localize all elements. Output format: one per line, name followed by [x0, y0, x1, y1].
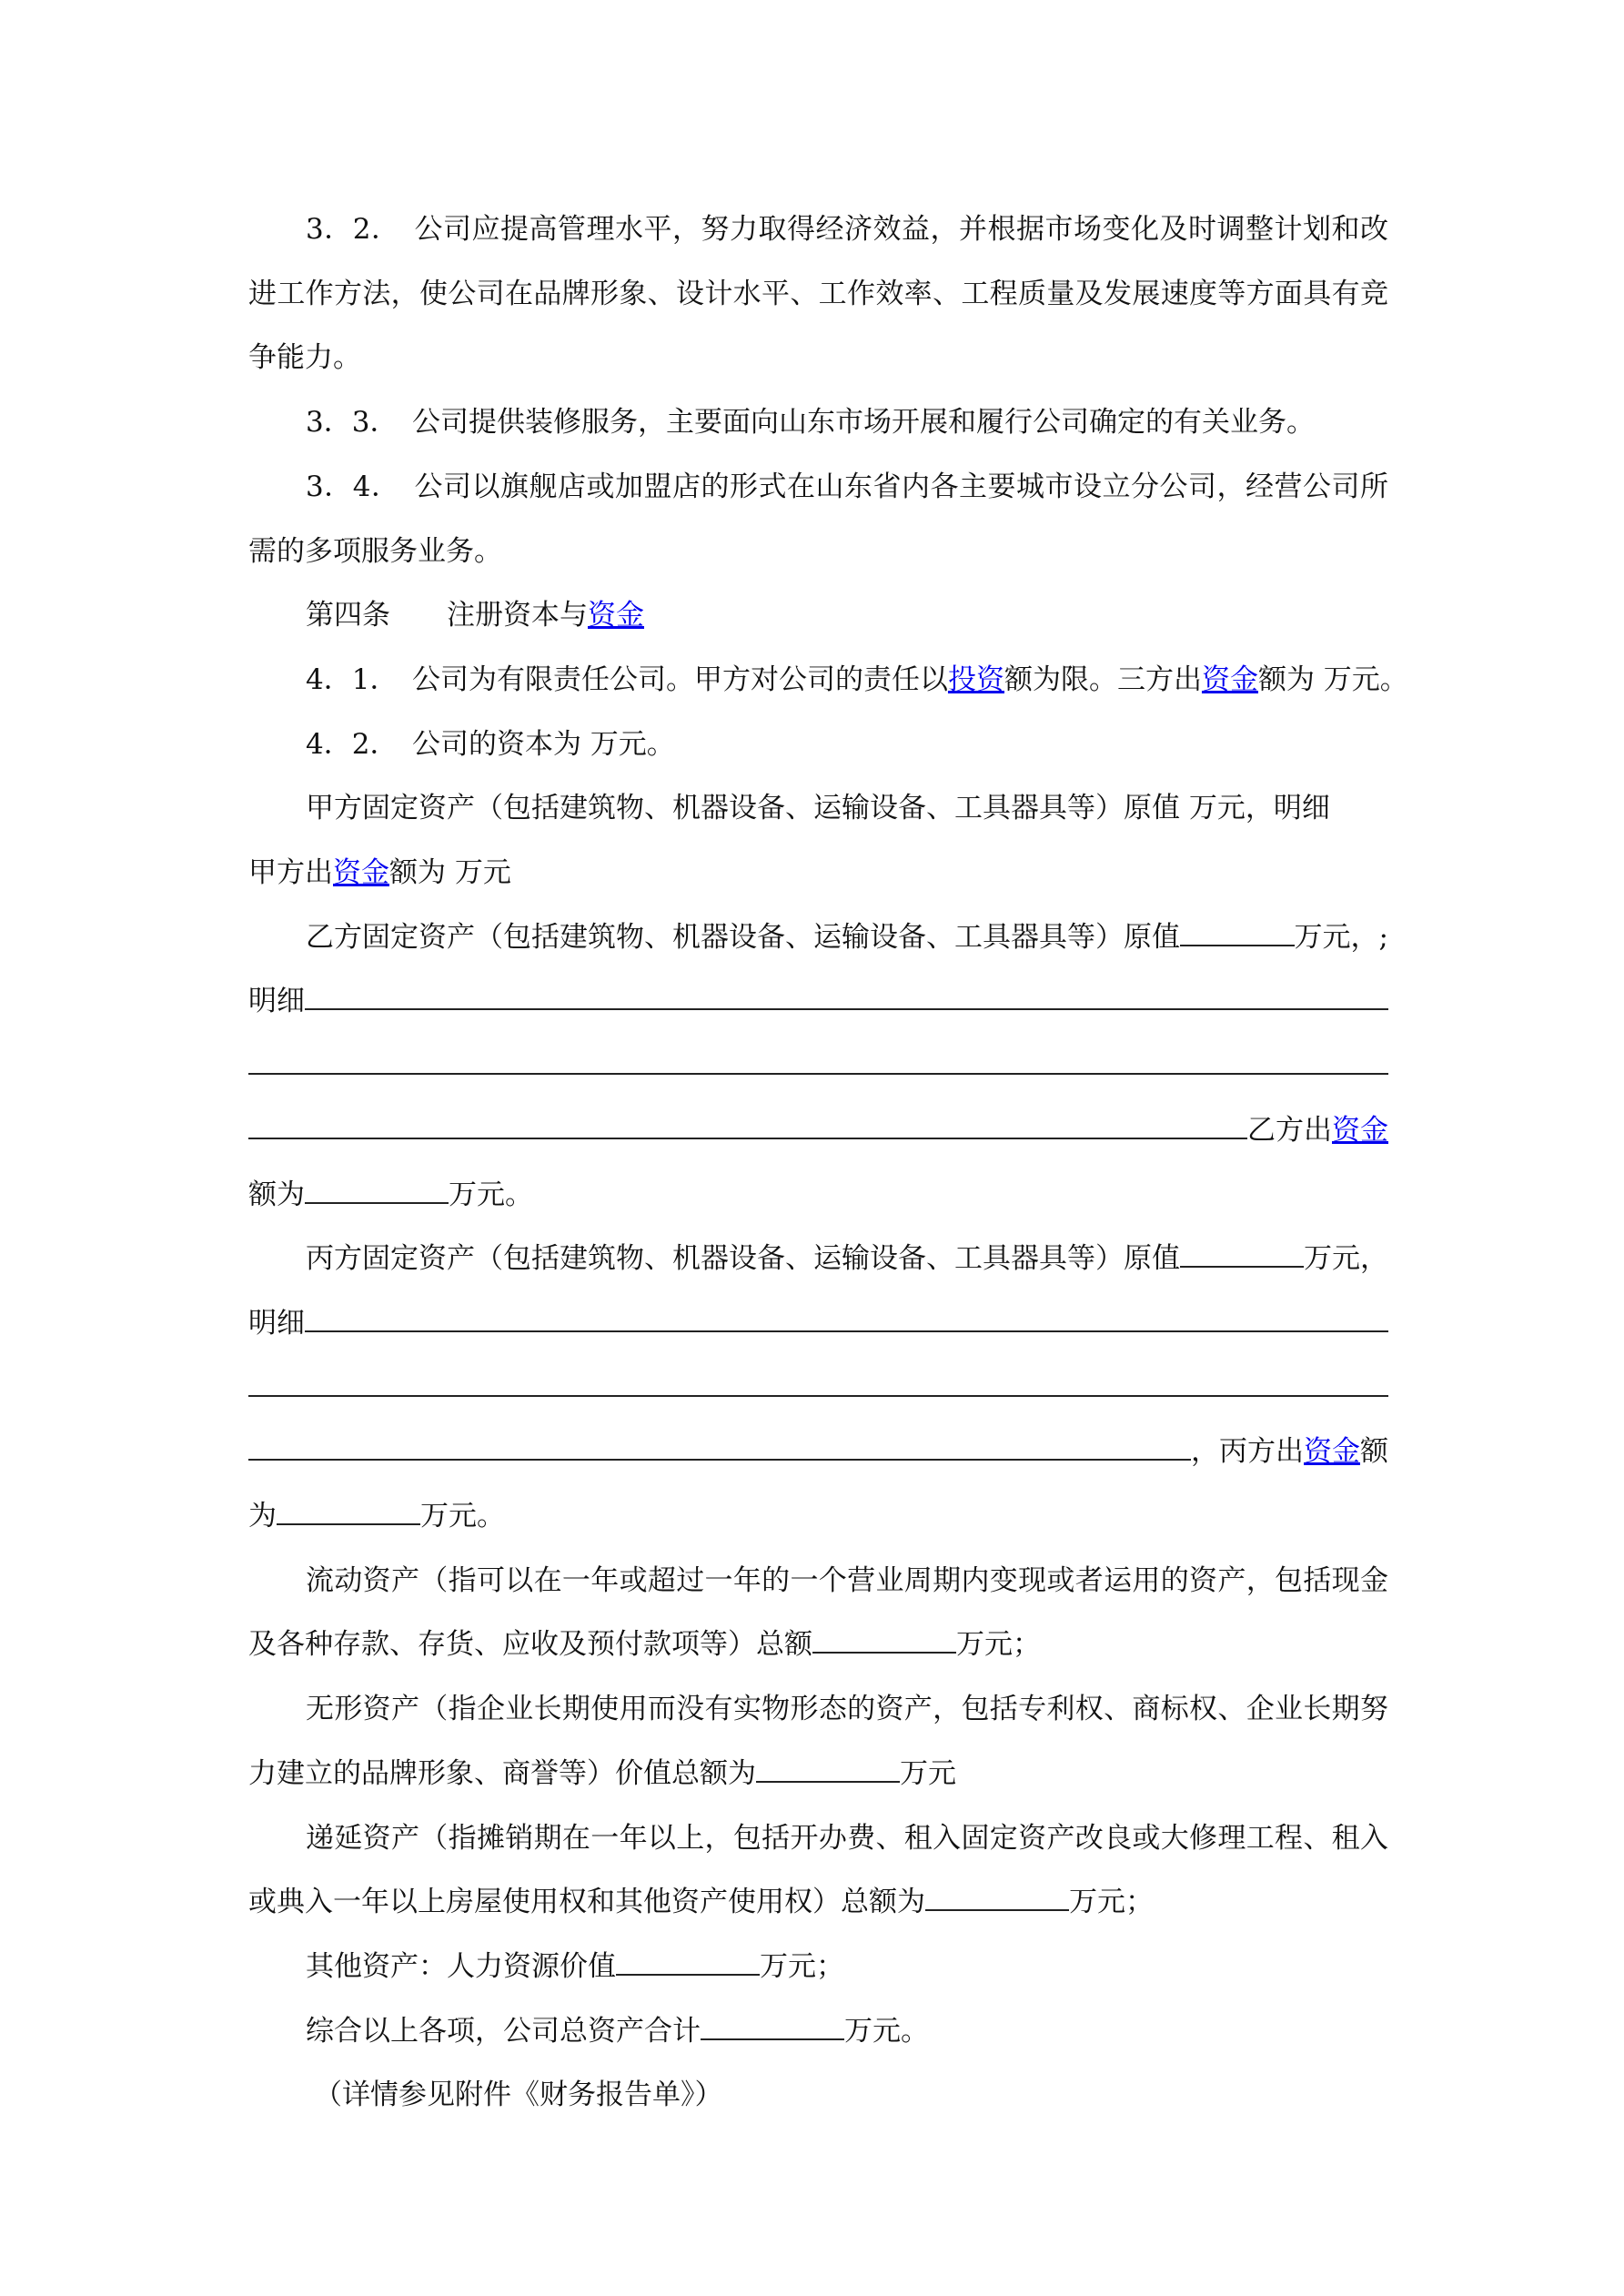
amount-blank[interactable]	[812, 1624, 956, 1654]
paragraph-line	[248, 1368, 1388, 1408]
text: 其他资产：人力资源价值	[306, 1949, 616, 1983]
text: 万元。	[420, 1500, 505, 1532]
amount-blank[interactable]	[1180, 917, 1295, 946]
amount-blank[interactable]	[277, 1496, 420, 1525]
paragraph-line	[248, 1046, 1388, 1086]
text: 及各种存款、存货、应收及预付款项等）总额	[248, 1628, 812, 1662]
text: 万元。	[449, 1178, 533, 1211]
paragraph-line	[248, 2075, 1388, 2115]
paragraph-line	[248, 531, 1388, 571]
text: 进工作方法，使公司在品牌形象、设计水平、工作效率、工程质量及发展速度等方面具有竞	[248, 277, 1388, 310]
text: （详情参见附件《财务报告单》）	[314, 2079, 723, 2112]
text: 万元。	[844, 2014, 929, 2048]
text: 万元；	[956, 1628, 1041, 1662]
paragraph-line	[248, 1818, 1388, 1858]
text: 3．2． 公司应提高管理水平，努力取得经济效益，并根据市场变化及时调整计划和改	[306, 213, 1388, 246]
paragraph-line	[248, 1303, 1388, 1343]
hyperlink[interactable]: 资金	[1332, 1113, 1388, 1147]
fill-in-blank-line[interactable]	[305, 981, 1388, 1010]
paragraph-line	[248, 1754, 1388, 1794]
text: 流动资产（指可以在一年或超过一年的一个营业周期内变现或者运用的资产，包括现金	[306, 1563, 1388, 1597]
paragraph-line	[248, 981, 1388, 1021]
text: 争能力。	[248, 341, 361, 375]
text: 万元，	[1304, 1242, 1388, 1276]
paragraph-line	[248, 853, 1388, 893]
text: 无形资产（指企业长期使用而没有实物形态的资产，包括专利权、商标权、企业长期努	[306, 1693, 1388, 1726]
text: 万元，;	[1294, 920, 1388, 954]
amount-blank[interactable]	[925, 1882, 1069, 1911]
paragraph-line	[248, 338, 1388, 378]
paragraph-line	[248, 274, 1388, 314]
fill-in-blank-line[interactable]	[248, 1431, 1191, 1461]
paragraph-line	[248, 1239, 1388, 1279]
hyperlink[interactable]: 资金	[1304, 1435, 1360, 1469]
text: 或典入一年以上房屋使用权和其他资产使用权）总额为	[248, 1886, 925, 1919]
paragraph-line	[248, 1689, 1388, 1729]
text: 额为	[248, 1178, 305, 1211]
paragraph-line	[248, 917, 1388, 957]
amount-blank[interactable]	[1180, 1239, 1304, 1268]
text: 需的多项服务业务。	[248, 534, 502, 568]
hyperlink[interactable]: 资金	[1201, 663, 1258, 696]
paragraph-line	[248, 660, 1408, 700]
text: 3．3． 公司提供装修服务，主要面向山东市场开展和履行公司确定的有关业务。	[306, 406, 1315, 440]
paragraph-line	[248, 467, 1388, 507]
amount-blank[interactable]	[701, 2011, 844, 2040]
paragraph-line	[248, 724, 1388, 764]
text: ，丙方出	[1191, 1435, 1304, 1469]
paragraph-line	[248, 595, 1388, 635]
paragraph-line	[248, 1947, 1388, 1987]
text: 综合以上各项，公司总资产合计	[306, 2014, 701, 2048]
text: 额为 万元。	[1257, 663, 1408, 696]
paragraph-line	[248, 1110, 1388, 1150]
text: 为	[248, 1500, 277, 1532]
fill-in-blank-line[interactable]	[248, 1046, 1388, 1075]
paragraph-line	[248, 402, 1388, 442]
text: 力建立的品牌形象、商誉等）价值总额为	[248, 1756, 756, 1790]
fill-in-blank-line[interactable]	[248, 1368, 1388, 1397]
text: 第四条 注册资本与	[306, 599, 588, 632]
text: 额为 万元	[389, 856, 511, 889]
text: 乙方出	[1247, 1113, 1332, 1147]
text: 4．1． 公司为有限责任公司。甲方对公司的责任以	[306, 663, 948, 696]
fill-in-blank-line[interactable]	[305, 1303, 1388, 1332]
paragraph-line	[248, 1624, 1388, 1664]
fill-in-blank-line[interactable]	[248, 1110, 1247, 1139]
text: 乙方固定资产（包括建筑物、机器设备、运输设备、工具器具等）原值	[306, 920, 1180, 954]
amount-blank[interactable]	[616, 1947, 760, 1976]
text: 万元；	[1069, 1886, 1154, 1919]
text: 万元	[900, 1756, 956, 1790]
paragraph-line	[248, 1175, 1388, 1215]
paragraph-line	[248, 209, 1388, 249]
paragraph-line	[248, 788, 1388, 828]
text: 明细	[248, 985, 305, 1018]
paragraph-line	[248, 1496, 1388, 1536]
paragraph-line	[248, 1561, 1388, 1601]
hyperlink[interactable]: 资金	[588, 599, 644, 632]
text: 递延资产（指摊销期在一年以上，包括开办费、租入固定资产改良或大修理工程、租入	[306, 1821, 1388, 1855]
amount-blank[interactable]	[305, 1175, 449, 1204]
hyperlink[interactable]: 投资	[947, 663, 1004, 696]
hyperlink[interactable]: 资金	[333, 856, 389, 889]
text: 3．4． 公司以旗舰店或加盟店的形式在山东省内各主要城市设立分公司，经营公司所	[306, 470, 1388, 503]
text: 明细	[248, 1306, 305, 1340]
text: 4．2． 公司的资本为 万元。	[306, 727, 675, 761]
text: 额为限。三方出	[1004, 663, 1202, 696]
text: 甲方出	[248, 856, 333, 889]
text: 甲方固定资产（包括建筑物、机器设备、运输设备、工具器具等）原值 万元，明细	[306, 792, 1330, 825]
paragraph-line	[248, 1431, 1388, 1472]
text: 万元；	[760, 1949, 844, 1983]
text: 丙方固定资产（包括建筑物、机器设备、运输设备、工具器具等）原值	[306, 1242, 1180, 1276]
paragraph-line	[248, 1882, 1388, 1922]
amount-blank[interactable]	[756, 1754, 900, 1783]
text: 额	[1360, 1435, 1388, 1469]
paragraph-line	[248, 2011, 1388, 2051]
